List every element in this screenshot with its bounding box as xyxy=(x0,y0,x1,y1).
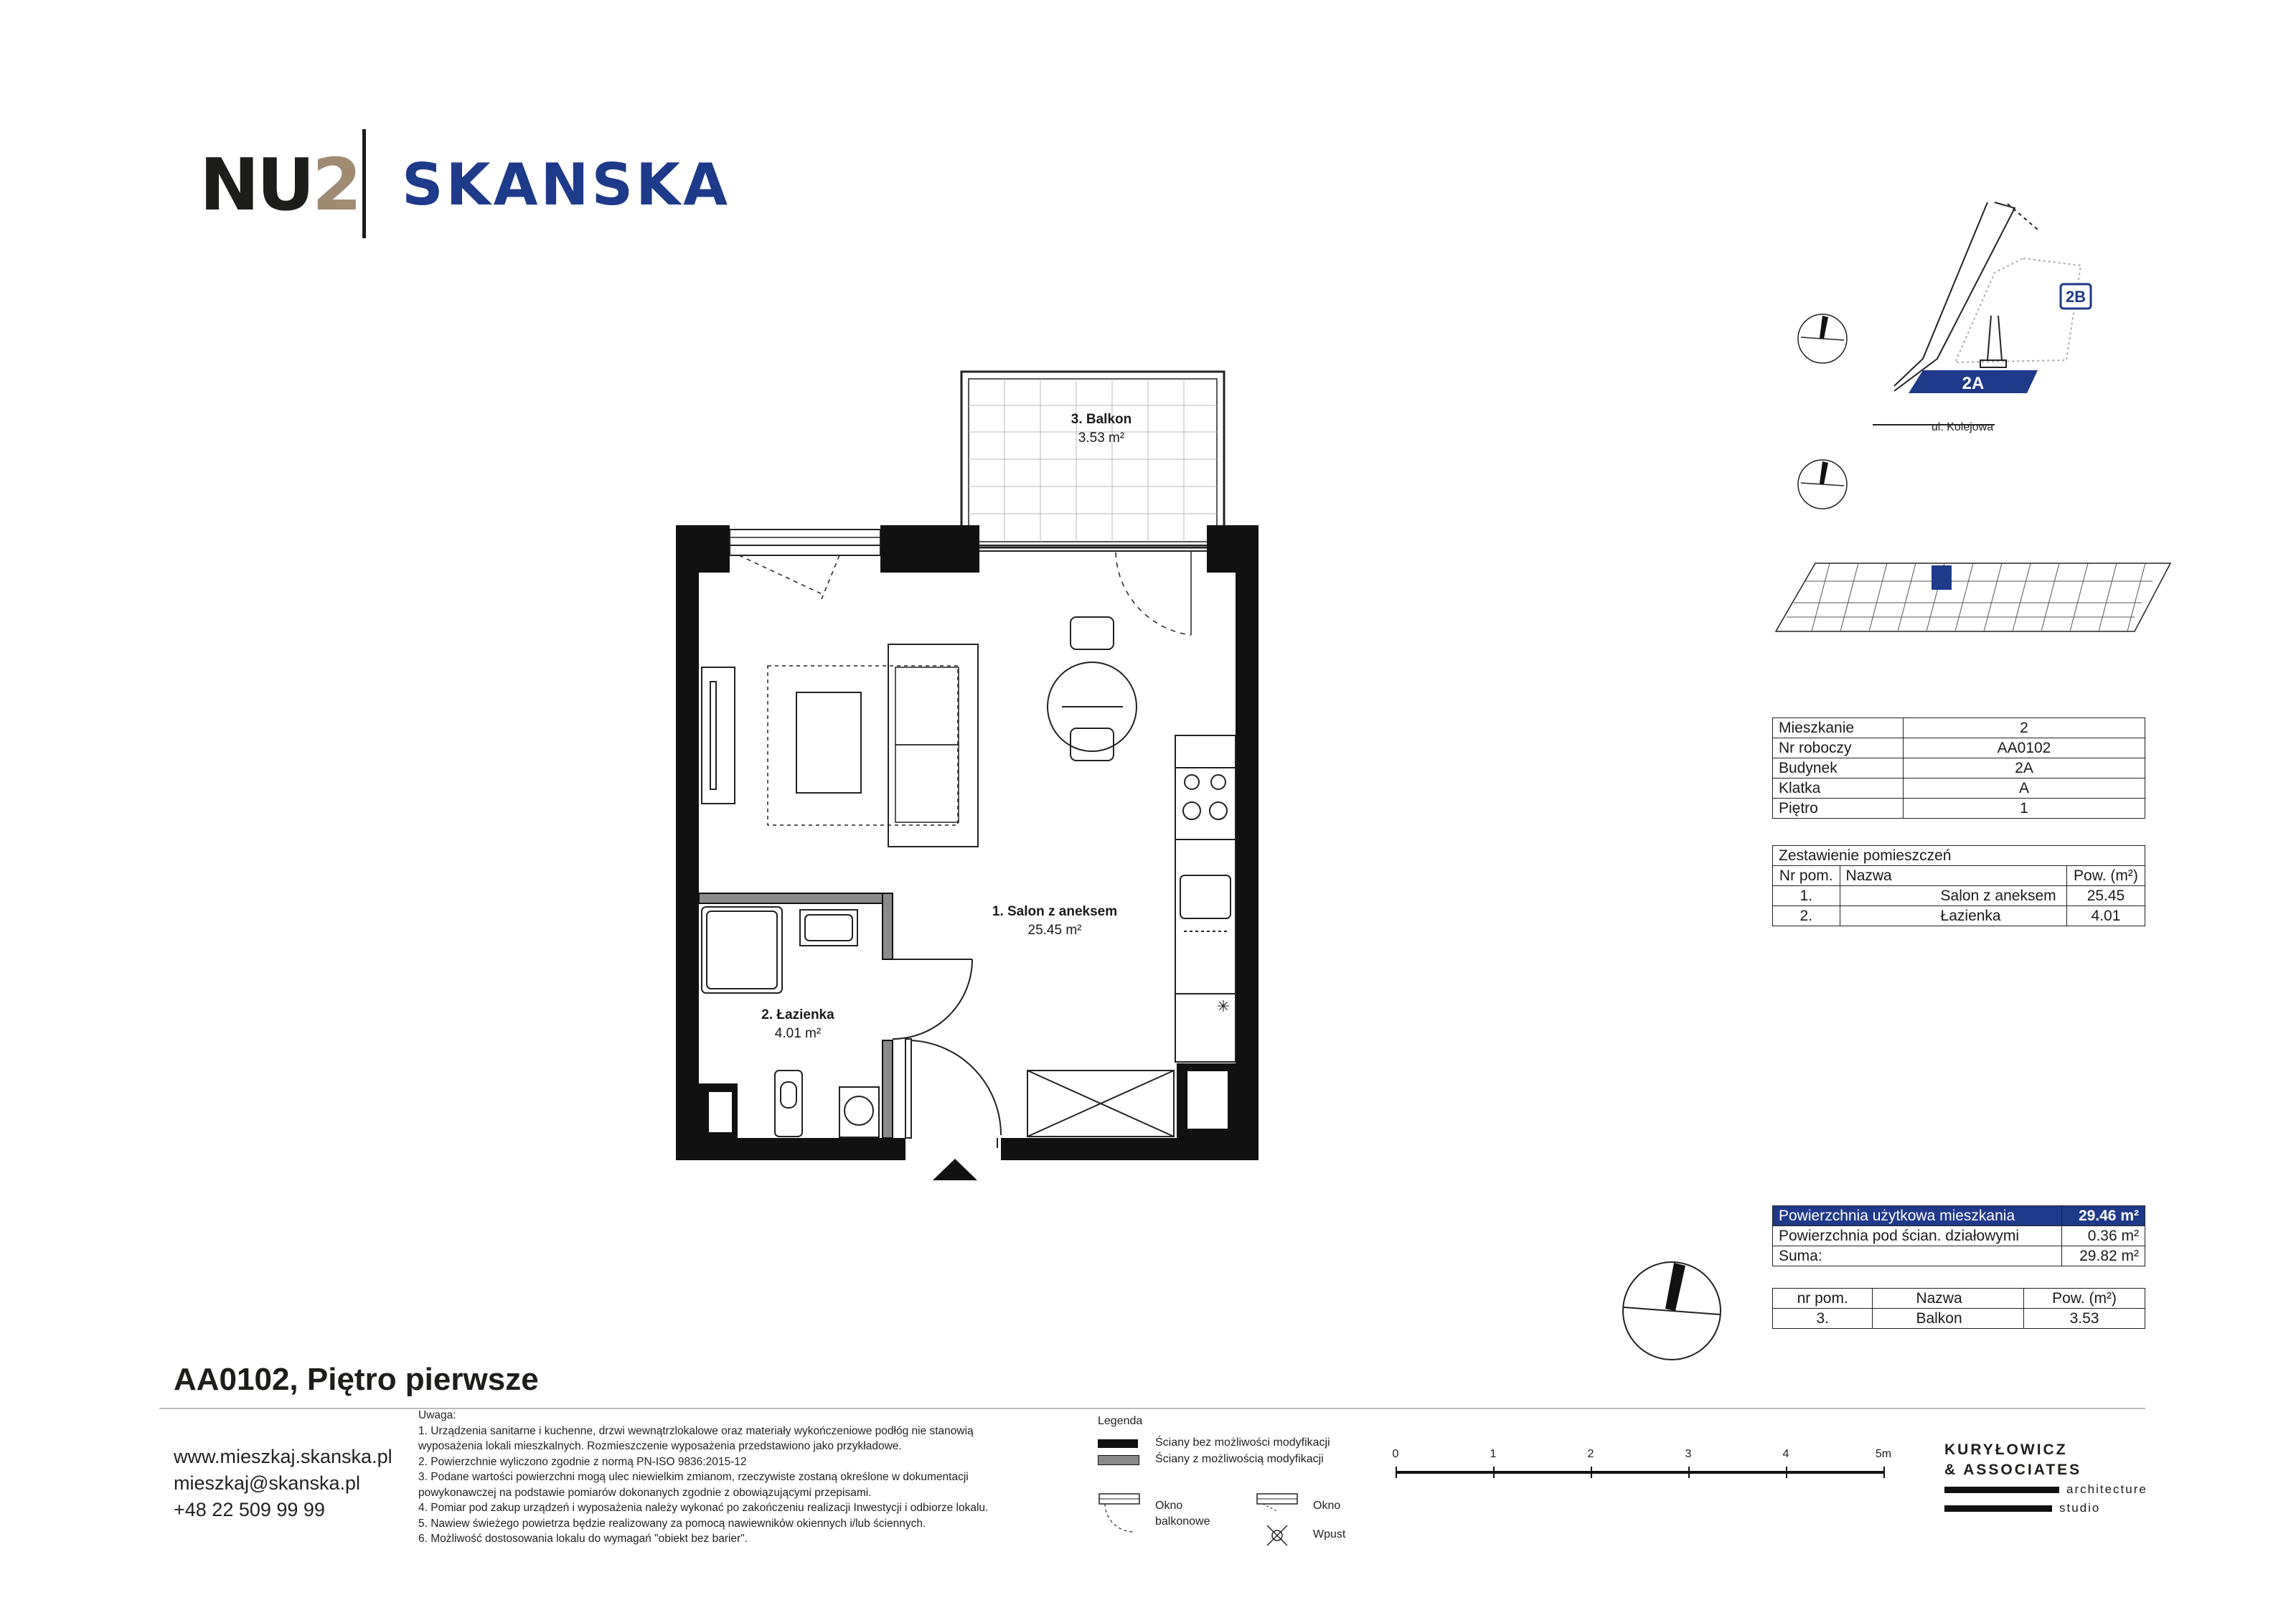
legend: Legenda Ściany bez możliwości modyfikacji Ściany z możliwością modyfikacji Okno balkonowe Okno Wpust xyxy=(1098,1413,1399,1557)
living-furniture xyxy=(768,644,978,847)
scale-tick xyxy=(1493,1467,1495,1478)
website-link[interactable]: www.mieszkaj.skanska.pl xyxy=(174,1446,392,1467)
scale-label: 2 xyxy=(1587,1448,1594,1460)
kitchen-unit xyxy=(1175,735,1236,1062)
table-row: Nr roboczy AA0102 xyxy=(1773,738,2145,758)
scale-tick xyxy=(1883,1467,1885,1478)
scale-label: 1 xyxy=(1490,1448,1497,1460)
compass-small-2 xyxy=(1794,456,1851,513)
building-floor-key xyxy=(1772,560,2174,640)
rooms-table-title: Zestawienie pomieszczeń xyxy=(1773,846,2145,866)
building-2b-label: 2B xyxy=(2065,288,2086,306)
table-row: Klatka A xyxy=(1773,778,2145,799)
contact-block xyxy=(174,1444,392,1523)
email-link[interactable]: mieszkaj@skanska.pl xyxy=(174,1472,360,1494)
notes-block: Uwaga: 1. Urządzenia sanitarne i kuchenne, drzwi wewnątrzlokalowe oraz materiały wykończeniowe podłóg nie stanowią wyposażenia lokali mieszkalnych. Rozmieszczenie wyposażenia przedstawiono jako przykładowe. 2. Powierzchnie wyliczono zgodnie z normą PN-ISO 9836:2015-12 3. Podane wartości powierzchni mogą ulec niewielkim zmianom, rzeczywiste zostaną określone w dokumentacji powykonawczej na podstawie pomiarów dokonanych zgodnie z obowiązującymi przepisami. 4. Pomiar pod zakup urządzeń i wyposażenia należy wykonać po zakończeniu realizacji Inwestycji i odbiorze lokalu. 5. Nawiew świeżego powietrza będzie realizowany za pomocą nawiewników okiennych i/lub ściennych. 6. Możliwość dostosowania lokalu do wymagań "obiekt bez barier". xyxy=(418,1409,989,1545)
storage-cabinet xyxy=(1027,1071,1174,1137)
apartment-info-table xyxy=(1772,718,2145,819)
scale-bar xyxy=(1392,1448,1912,1484)
building-2a-label: 2A xyxy=(1962,374,1985,393)
skanska-logo: SKANSKA xyxy=(402,151,730,218)
window-top xyxy=(730,530,880,599)
compass-large xyxy=(1618,1257,1726,1365)
entrance-marker xyxy=(933,1159,977,1180)
architect-logo: KURYŁOWICZ & ASSOCIATES architecture studio xyxy=(1944,1441,2147,1515)
scale-label: 4 xyxy=(1782,1448,1789,1460)
scale-tick xyxy=(1688,1467,1690,1478)
table-row: Piętro 1 xyxy=(1773,799,2145,819)
scale-label: 5m xyxy=(1875,1448,1892,1460)
table-row: 1. Salon z aneksem 25.45 xyxy=(1773,886,2145,906)
wardrobe xyxy=(702,667,735,804)
scale-label: 3 xyxy=(1685,1448,1692,1460)
legend-swatch-modifiable xyxy=(1098,1455,1139,1465)
balcony-window-icon xyxy=(1098,1492,1148,1550)
scale-tick xyxy=(1591,1467,1592,1478)
legend-swatch-fixed xyxy=(1098,1439,1138,1448)
table-row: Budynek 2A xyxy=(1773,758,2145,778)
bathroom-door xyxy=(893,959,972,1039)
table-row: 2. Łazienka 4.01 xyxy=(1773,906,2145,926)
entrance-door xyxy=(905,1039,1001,1148)
scale-tick xyxy=(1786,1467,1787,1478)
svg-text:✳: ✳ xyxy=(1216,997,1231,1015)
drain-icon xyxy=(1264,1523,1290,1548)
table-row: Mieszkanie 2 xyxy=(1773,718,2145,738)
table-row: 3. Balkon 3.53 xyxy=(1773,1309,2145,1329)
nu2-logo: NU2 xyxy=(199,143,359,227)
room-label-balcony: 3. Balkon 3.53 m² xyxy=(1071,412,1132,446)
room-label-bathroom: 2. Łazienka 4.01 m² xyxy=(761,1007,834,1041)
dining-table xyxy=(1048,617,1137,761)
page-title: AA0102, Piętro pierwsze xyxy=(174,1362,539,1397)
balcony-table: nr pom. Nazwa Pow. (m²) 3. Balkon 3.53 xyxy=(1772,1288,2145,1329)
balcony xyxy=(961,372,1224,547)
compass-small-1 xyxy=(1794,310,1851,367)
scale-tick xyxy=(1396,1467,1397,1478)
balcony-door xyxy=(979,545,1207,635)
scale-label: 0 xyxy=(1392,1448,1399,1460)
load-bearing-walls xyxy=(676,525,1258,1160)
window-icon xyxy=(1256,1492,1306,1514)
rooms-table: Zestawienie pomieszczeń Nr pom. Nazwa Pow. (m²) 1. Salon z aneksem 25.45 2. Łazienka 4.01 xyxy=(1772,845,2145,926)
street-label: ul. Kolejowa xyxy=(1931,421,1994,433)
room-label-living: 1. Salon z aneksem 25.45 m² xyxy=(992,904,1118,938)
phone-number: +48 22 509 99 99 xyxy=(174,1499,325,1520)
legend-title: Legenda xyxy=(1098,1415,1143,1427)
area-summary-table: Powierzchnia użytkowa mieszkania 29.46 m² Powierzchnia pod ścian. działowymi 0.36 m² Suma: 29.82 m² xyxy=(1772,1205,2145,1266)
